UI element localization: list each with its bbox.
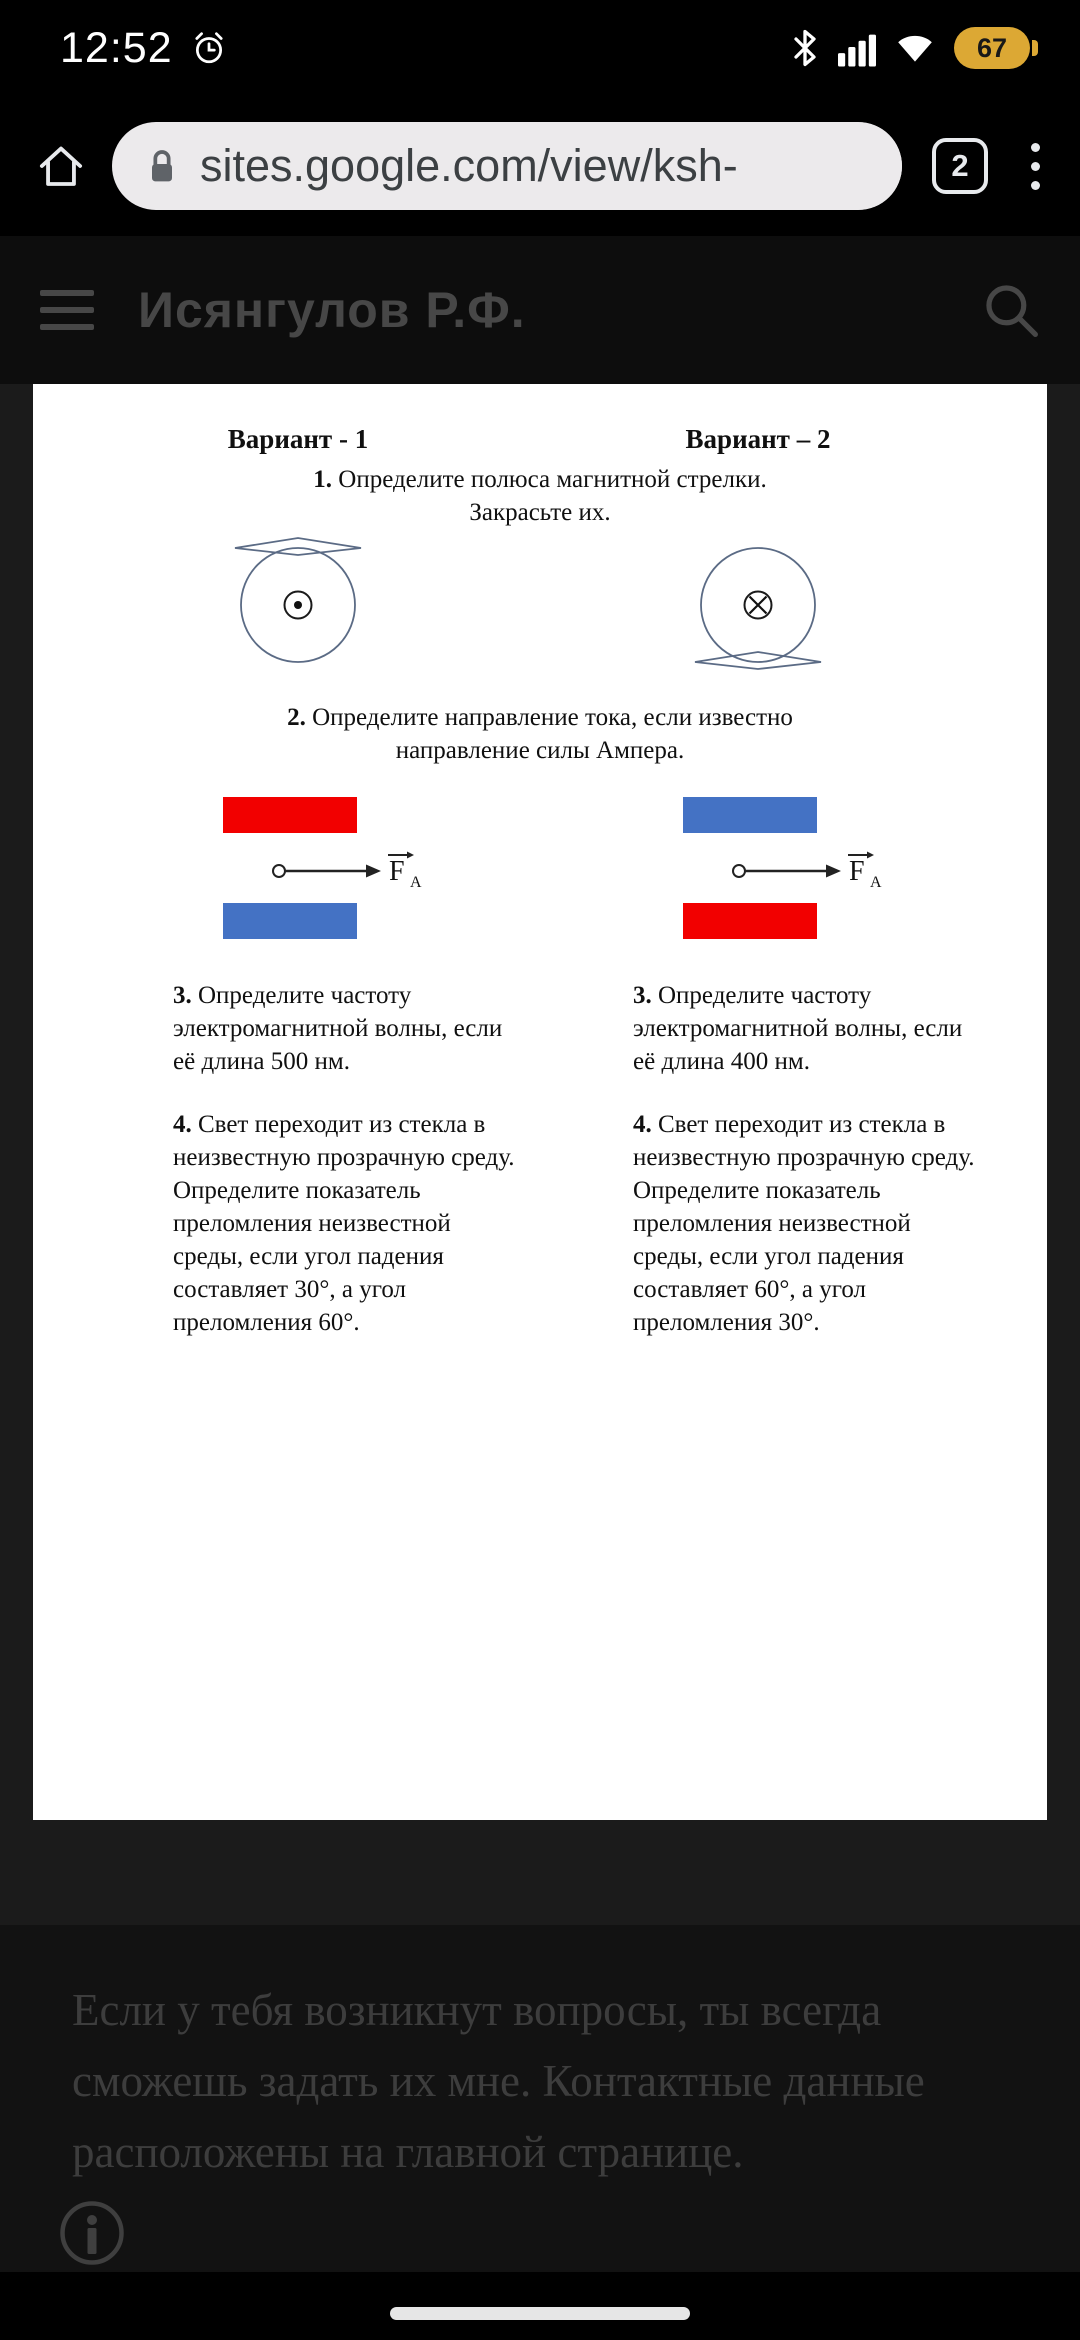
compass-field-in-figure (683, 531, 833, 679)
tab-count: 2 (951, 148, 969, 183)
lock-icon (146, 146, 178, 186)
task4-row (33, 1108, 1047, 1339)
task2-number: 2. (287, 704, 306, 731)
task4-variant2: 4. Свет переходит из стекла в неизвестную прозрачную среду. Определите показатель преломления неизвестной среды, если угол падения составляет 60°, а угол преломления 30°. (633, 1111, 975, 1336)
status-bar-left (60, 24, 227, 73)
hamburger-menu-button[interactable] (40, 290, 94, 330)
gesture-handle[interactable] (390, 2307, 690, 2320)
task2-text: 2. Определите направление тока, если известно направление силы Ампера. (287, 704, 793, 764)
compass-figures (33, 531, 1047, 679)
signal-icon (838, 29, 876, 67)
info-button[interactable] (56, 2197, 128, 2269)
magnet-bar-blue (683, 797, 817, 833)
hamburger-menu-icon (40, 324, 94, 330)
task3-variant2: 3. Определите частоту электромагнитной волны, если её длина 400 нм. (633, 982, 963, 1075)
force-label: F (389, 856, 405, 887)
compass-field-out-figure (223, 531, 373, 679)
magnet-figure-left (223, 797, 422, 939)
system-nav-bar (0, 2272, 1080, 2340)
info-icon (56, 2197, 128, 2269)
browser-menu-button[interactable] (1018, 143, 1052, 190)
contact-note-section (0, 1925, 1080, 2272)
task1-text: 1. Определите полюса магнитной стрелки. Закрасьте их. (313, 466, 767, 526)
overflow-menu-icon (1031, 181, 1040, 190)
overflow-menu-icon (1031, 143, 1040, 152)
contact-note: Если у тебя возникнут вопросы, ты всегда сможешь задать их мне. Контактные данные расположены на главной странице. (72, 1985, 925, 2177)
site-title: Исянгулов Р.Ф. (138, 282, 526, 338)
alarm-icon (191, 30, 227, 66)
status-bar-right (790, 27, 1038, 69)
force-label: F (849, 856, 865, 887)
magnet-bar-red (683, 903, 817, 939)
battery-indicator (954, 27, 1038, 69)
task3-row (33, 979, 1047, 1078)
bluetooth-icon (790, 28, 820, 68)
magnet-figure-right (683, 797, 882, 939)
wifi-icon (894, 31, 936, 65)
worksheet-document (33, 384, 1047, 1820)
url-fade (822, 122, 902, 210)
hamburger-menu-icon (40, 290, 94, 296)
clock-time: 12:52 (60, 23, 173, 72)
page-content[interactable] (0, 384, 1080, 1925)
ampere-force-arrow (271, 847, 431, 889)
ampere-force-arrow (731, 847, 891, 889)
magnet-figures (33, 797, 1047, 939)
tab-switcher-button[interactable] (932, 138, 988, 194)
status-bar (0, 0, 1080, 96)
hamburger-menu-icon (40, 307, 94, 313)
task4-number: 4. (173, 1111, 192, 1138)
battery-nub (1032, 40, 1038, 56)
magnet-bar-blue (223, 903, 357, 939)
battery-level: 67 (954, 27, 1030, 69)
task4-variant1: 4. Свет переходит из стекла в неизвестную прозрачную среду. Определите показатель преломления неизвестной среды, если угол падения составляет 30°, а угол преломления 60°. (173, 1111, 515, 1336)
variant-1-header: Вариант - 1 (227, 424, 369, 454)
magnet-bar-red (223, 797, 357, 833)
task1-number: 1. (313, 466, 333, 493)
force-subscript: A (870, 874, 882, 889)
address-bar[interactable] (112, 122, 902, 210)
search-icon (982, 281, 1040, 339)
site-header (0, 236, 1080, 384)
task3-number: 3. (633, 982, 652, 1009)
url-text: sites.google.com/view/ksh- (200, 140, 738, 191)
variant-2-header: Вариант – 2 (685, 424, 831, 454)
site-search-button[interactable] (982, 281, 1040, 339)
force-subscript: A (410, 874, 422, 889)
task3-number: 3. (173, 982, 192, 1009)
task3-variant1: 3. Определите частоту электромагнитной волны, если её длина 500 нм. (173, 982, 503, 1075)
home-button[interactable] (28, 133, 94, 199)
task4-number: 4. (633, 1111, 652, 1138)
variant-headers (33, 424, 1047, 455)
browser-toolbar (0, 96, 1080, 236)
home-icon (34, 139, 88, 193)
overflow-menu-icon (1031, 162, 1040, 171)
